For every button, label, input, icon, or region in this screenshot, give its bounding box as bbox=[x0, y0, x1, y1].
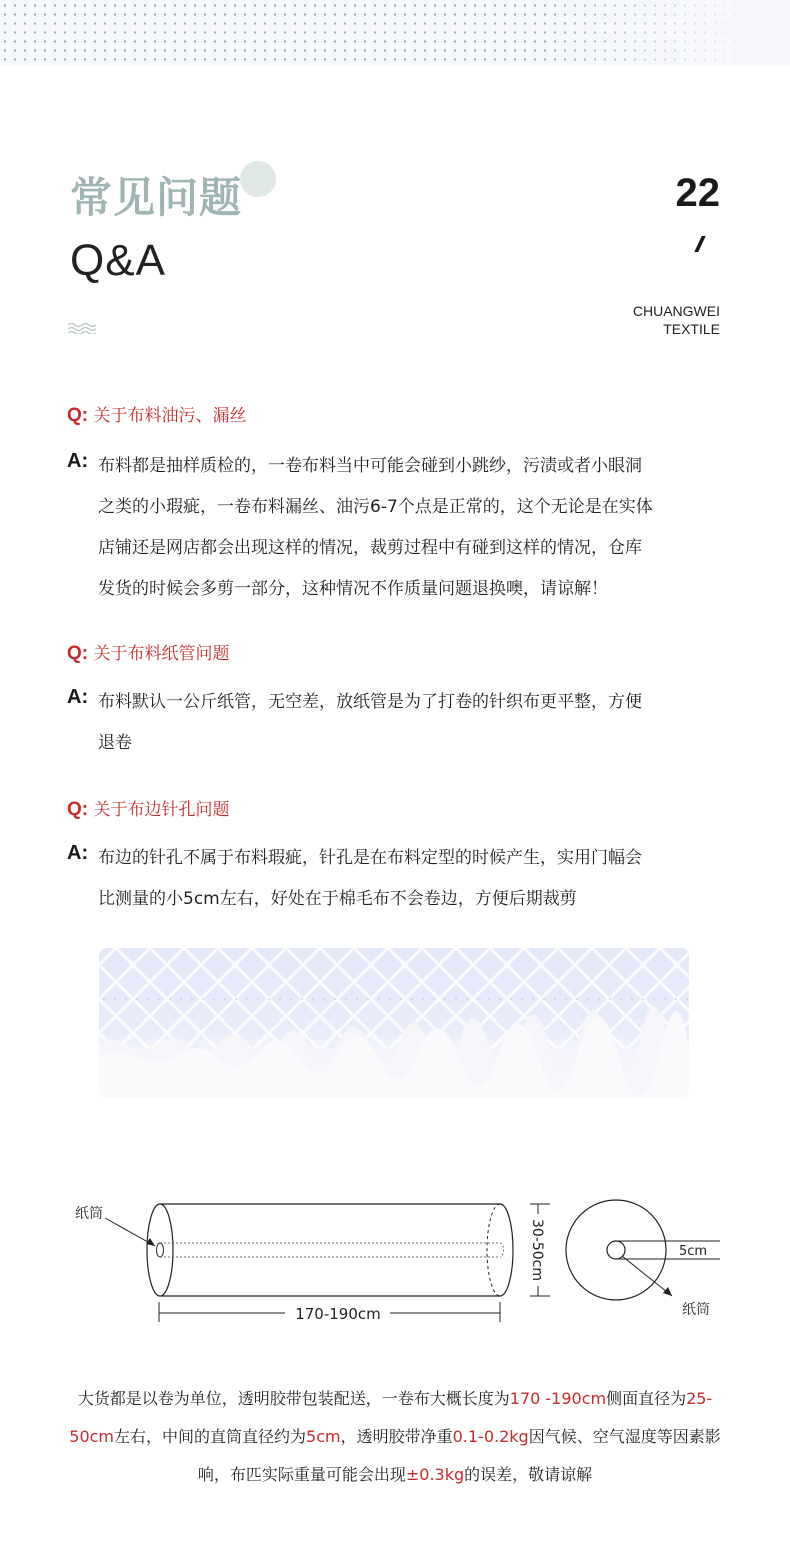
desc-highlight: 25-50cm bbox=[69, 1389, 713, 1446]
faq-question-2 bbox=[67, 642, 230, 666]
tube-label-right: 纸筒 bbox=[682, 1302, 710, 1318]
fabric-texture bbox=[99, 948, 689, 1098]
desc-text: 左右，中间的直筒直径约为 bbox=[114, 1427, 307, 1446]
desc-highlight: 5cm bbox=[306, 1427, 341, 1446]
arrow-head-icon bbox=[663, 1287, 672, 1296]
question-text: 关于布料纸管问题 bbox=[93, 644, 230, 664]
faq-answer-3 bbox=[67, 838, 727, 920]
fabric-edge-photo bbox=[99, 948, 689, 1098]
wave-icon bbox=[68, 322, 96, 334]
tube-label-left: 纸筒 bbox=[75, 1206, 103, 1222]
page-title-cn: 常见问题 bbox=[70, 173, 243, 222]
faq-answer-1 bbox=[67, 446, 727, 610]
packaging-description bbox=[62, 1380, 728, 1494]
answer-text bbox=[98, 838, 728, 920]
length-label: 170-190cm bbox=[295, 1305, 381, 1323]
faq-question-3 bbox=[67, 798, 230, 822]
desc-text: 因气候、空气湿度等因素影响，布匹实际重量可能会出现 bbox=[197, 1427, 721, 1484]
question-text: 关于布料油污、漏丝 bbox=[93, 406, 247, 426]
decorative-circle bbox=[240, 161, 276, 197]
answer-line: 布边的针孔不属于布料瑕疵，针孔是在布料定型的时候产生，实用门幅会 bbox=[98, 848, 642, 868]
brand-line-1: CHUANGWEI bbox=[632, 303, 720, 319]
core-hole-right bbox=[500, 1243, 504, 1257]
desc-highlight: ±0.3kg bbox=[405, 1465, 465, 1484]
question-text: 关于布边针孔问题 bbox=[93, 800, 230, 820]
a-mark: A: bbox=[67, 450, 89, 472]
desc-text: 大货都是以卷为单位，透明胶带包装配送，一卷布大概长度为 bbox=[77, 1389, 510, 1408]
roll-right-end bbox=[500, 1204, 513, 1296]
roll-right-end-hidden bbox=[487, 1204, 500, 1296]
brand-name bbox=[580, 302, 720, 338]
answer-text bbox=[98, 446, 728, 610]
answer-line: 布料都是抽样质检的，一卷布料当中可能会碰到小跳纱，污渍或者小眼洞 bbox=[98, 456, 642, 476]
fabric-roll-diagram bbox=[60, 1180, 740, 1340]
page-number: 22 bbox=[675, 171, 720, 215]
dot-pattern-fade bbox=[0, 0, 790, 66]
answer-line: 退卷 bbox=[98, 733, 132, 753]
desc-text: 侧面直径为 bbox=[606, 1389, 687, 1408]
page-title-en: Q&A bbox=[70, 236, 166, 285]
brand-line-2: TEXTILE bbox=[663, 321, 720, 337]
desc-highlight: 170 -190cm bbox=[509, 1389, 607, 1408]
answer-line: 比测量的小5cm左右，好处在于棉毛布不会卷边，方便后期裁剪 bbox=[98, 889, 577, 909]
diameter-label: 30-50cm bbox=[529, 1218, 545, 1282]
core-hole-left bbox=[157, 1243, 164, 1257]
q-mark: Q: bbox=[67, 405, 89, 426]
answer-line: 之类的小瑕疵，一卷布料漏丝、油污6-7个点是正常的，这个无论是在实体 bbox=[98, 497, 653, 517]
answer-line: 店铺还是网店都会出现这样的情况，裁剪过程中有碰到这样的情况，仓库 bbox=[98, 538, 642, 558]
desc-text: ，透明胶带净重 bbox=[340, 1427, 453, 1446]
answer-line: 布料默认一公斤纸管，无空差，放纸管是为了打卷的针织布更平整，方便 bbox=[98, 692, 642, 712]
desc-highlight: 0.1-0.2kg bbox=[452, 1427, 529, 1446]
q-mark: Q: bbox=[67, 799, 89, 820]
answer-text bbox=[98, 682, 728, 764]
answer-line: 发货的时候会多剪一部分，这种情况不作质量问题退换噢，请谅解！ bbox=[98, 579, 608, 599]
a-mark: A: bbox=[67, 686, 89, 708]
q-mark: Q: bbox=[67, 643, 89, 664]
faq-question-1 bbox=[67, 404, 247, 428]
slash-decoration bbox=[694, 236, 705, 252]
faq-answer-2 bbox=[67, 682, 727, 764]
a-mark: A: bbox=[67, 842, 89, 864]
core-label: 5cm bbox=[679, 1244, 708, 1259]
desc-text: 的误差，敬请谅解 bbox=[464, 1465, 593, 1484]
